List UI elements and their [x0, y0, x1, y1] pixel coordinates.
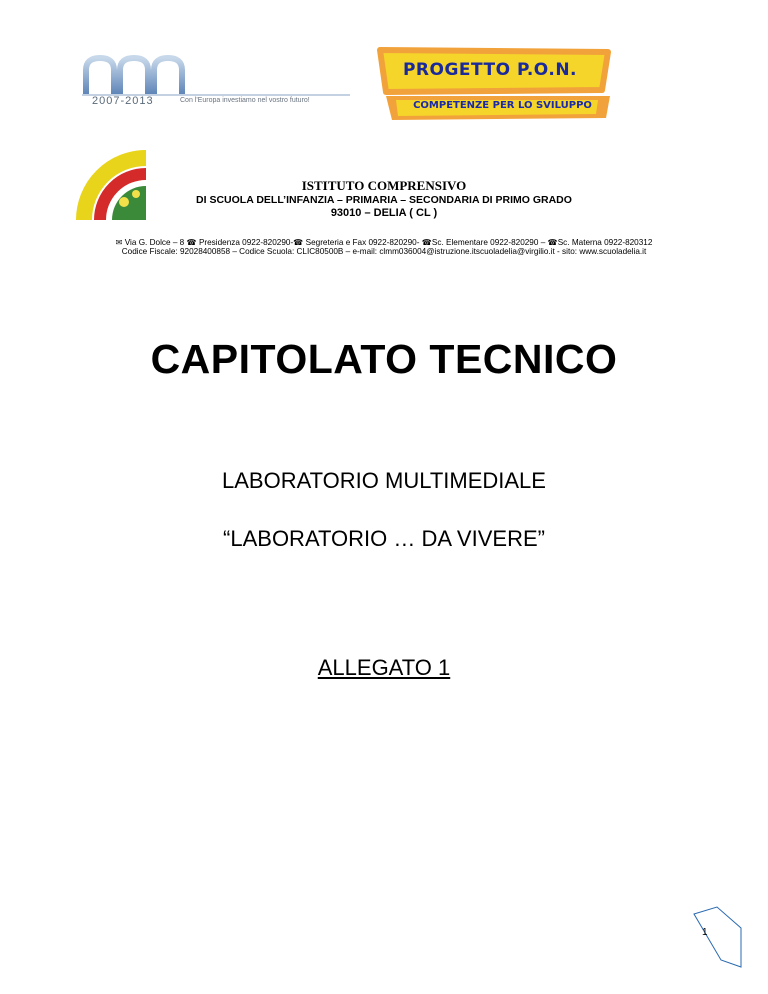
progetto-title: PROGETTO P.O.N.	[402, 60, 578, 80]
school-city: 93010 – DELIA ( CL )	[330, 207, 438, 219]
contact-line-address: ✉ Via G. Dolce – 8 ☎ Presidenza 0922-820290-☎ Segreteria e Fax 0922-820290- ☎Sc. Elementare 0922-820290 – ☎Sc. Materna 0922-820312	[115, 238, 653, 247]
page-number: 1	[702, 927, 708, 938]
lab-name: LABORATORIO MULTIMEDIALE	[222, 468, 546, 493]
contact-line-codes: Codice Fiscale: 92028400858 – Codice Scuola: CLIC80500B – e-mail: clmm036004@istruzione.itscuoladelia@virgilio.it - sito: www.scuoladelia.it	[121, 247, 647, 256]
progetto-subtitle: COMPETENZE PER LO SVILUPPO	[413, 100, 592, 111]
progetto-pon-banner	[376, 46, 614, 124]
lab-project-name: “LABORATORIO … DA VIVERE”	[223, 526, 545, 551]
pon-years-text: 2007-2013	[92, 95, 154, 107]
pon-slogan-text: Con l'Europa investiamo nel vostro futuro!	[180, 97, 310, 104]
document-title: CAPITOLATO TECNICO	[150, 336, 618, 382]
page-corner-shape	[693, 906, 743, 968]
school-subtitle: DI SCUOLA DELL’INFANZIA – PRIMARIA – SECONDARIA DI PRIMO GRADO	[196, 194, 572, 206]
attachment-label: ALLEGATO 1	[317, 655, 451, 680]
school-name: ISTITUTO COMPRENSIVO	[301, 178, 467, 193]
